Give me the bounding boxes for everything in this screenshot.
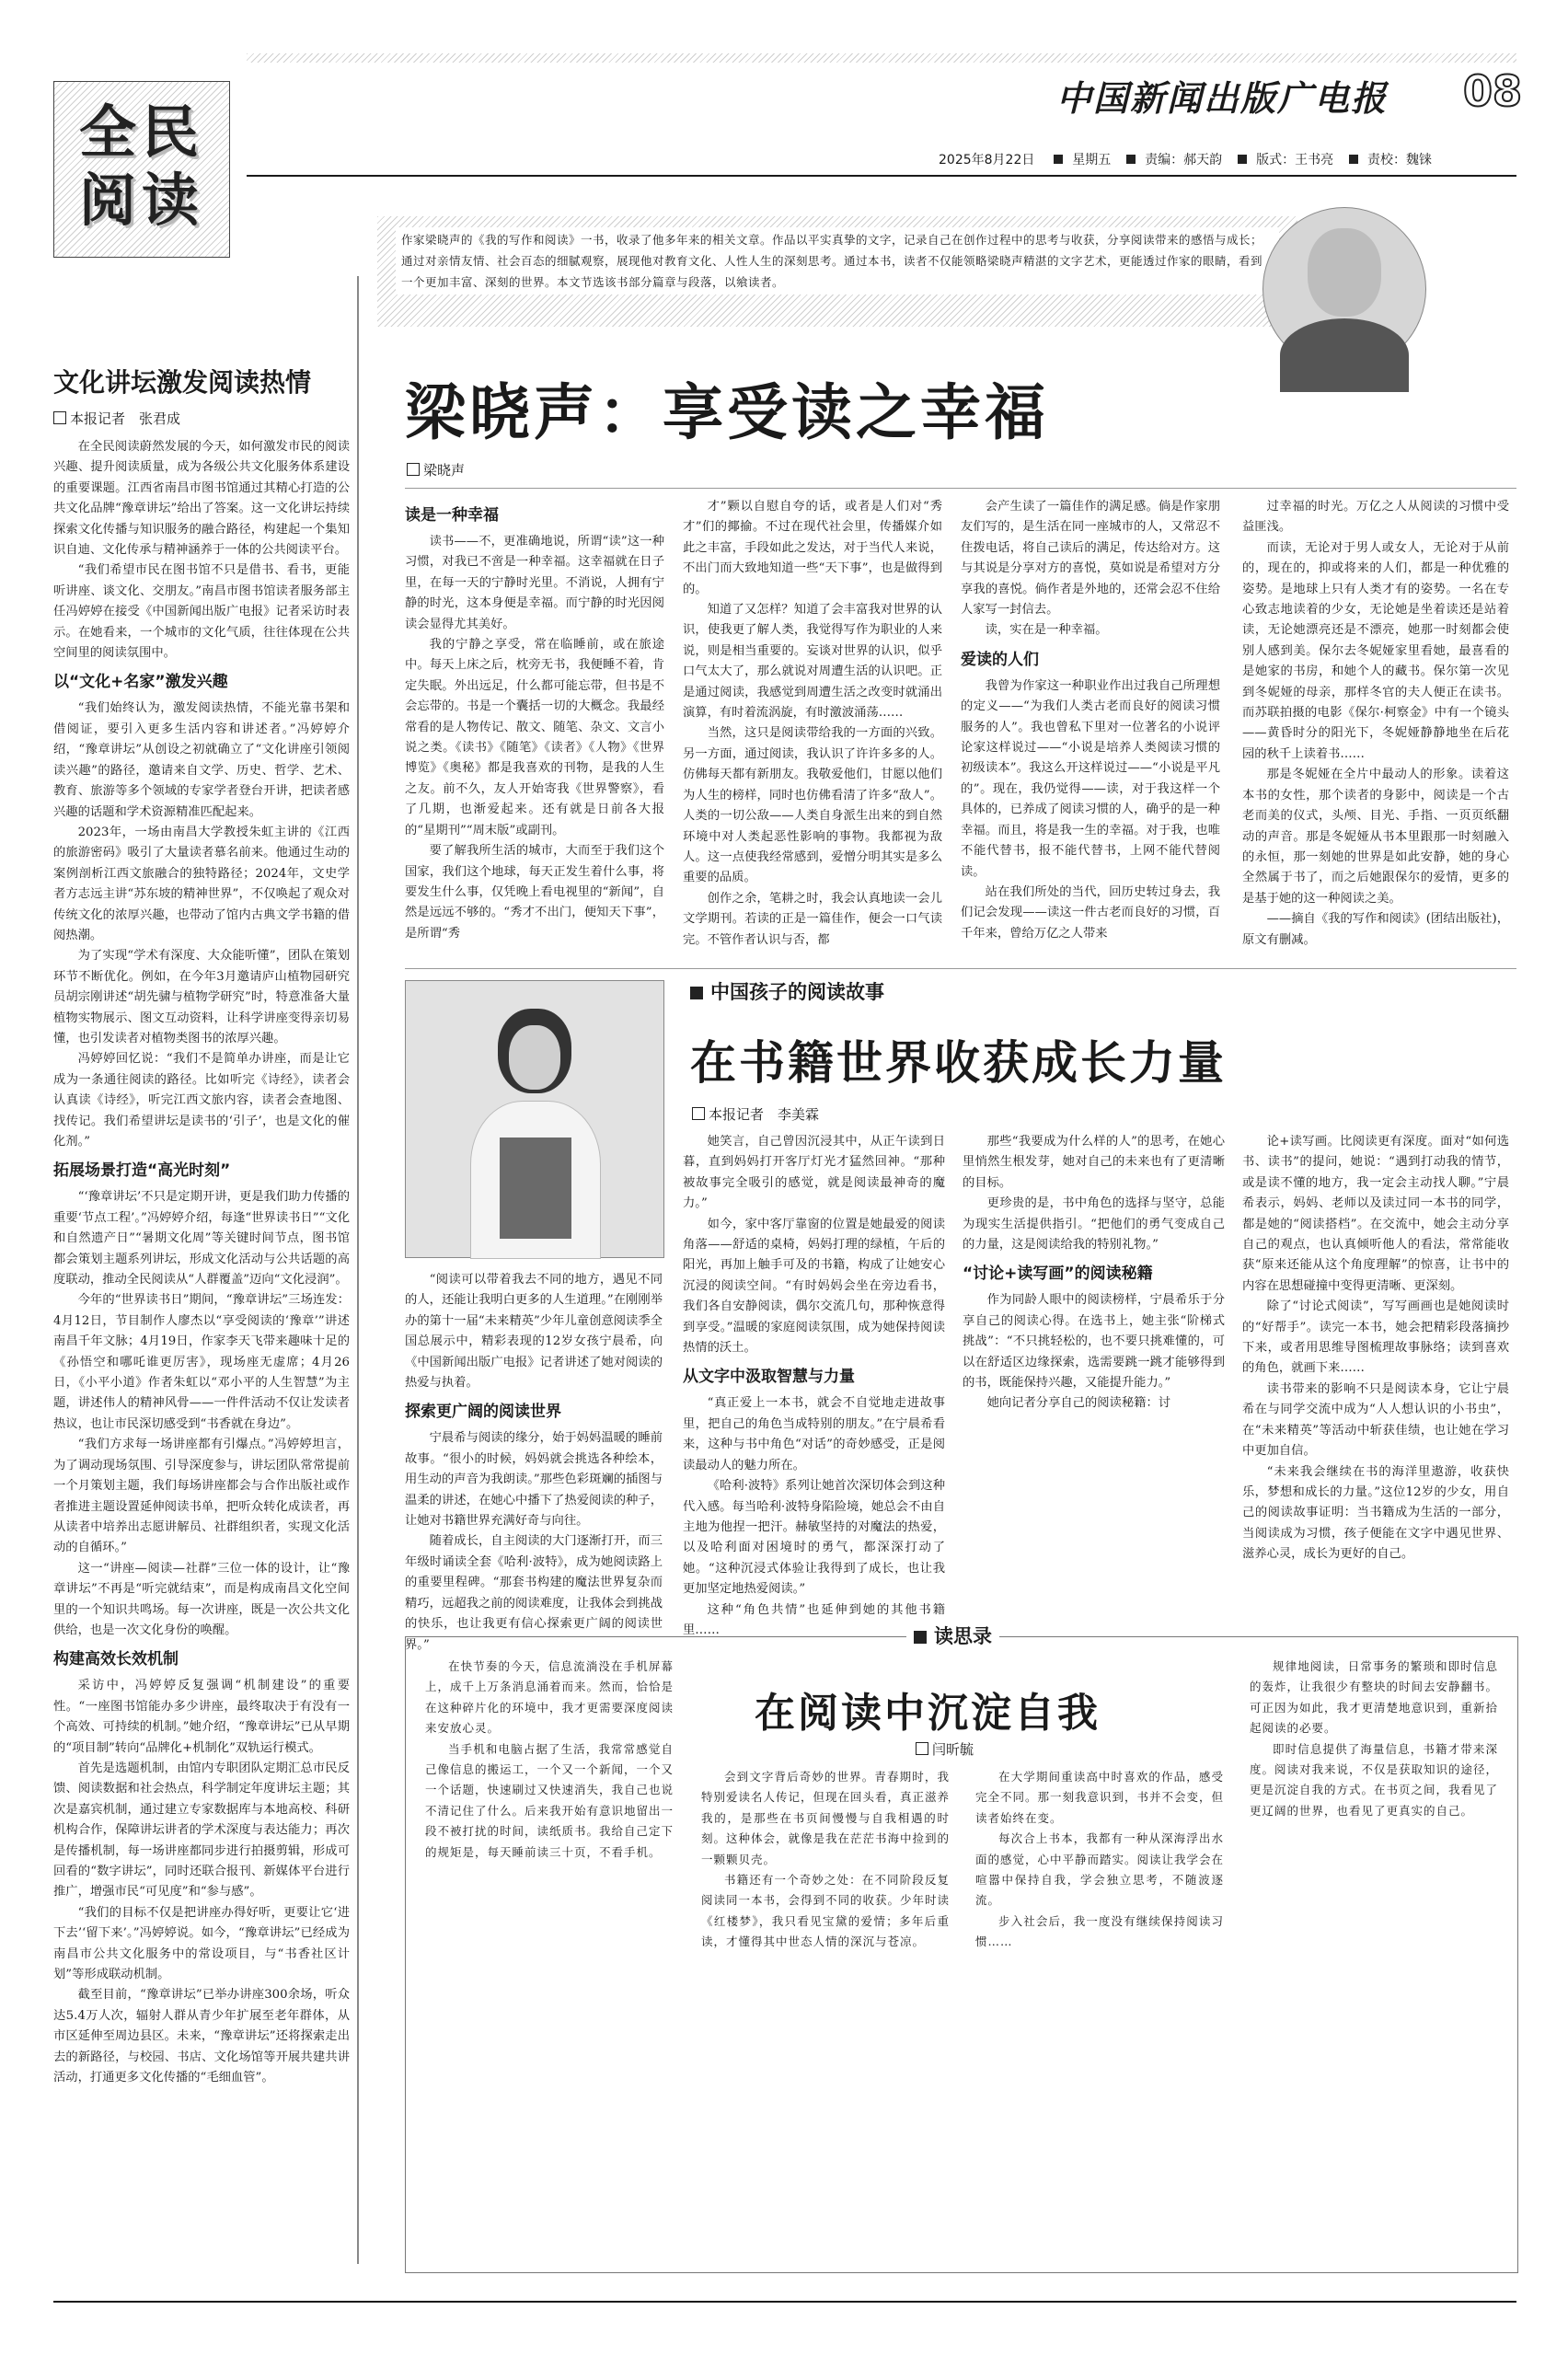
date: 2025年8月22日 <box>939 153 1035 167</box>
proofreader: 责校：魏铼 <box>1366 153 1432 167</box>
deck-text: 作家梁晓声的《我的写作和阅读》一书，收录了他多年来的相关文章。作品以平实真挚的文字，记录自己在创作过程中的思考与收获，分享阅读带来的感悟与成长；通过对亲情友情、社会百态的细腻观察，展现他对教育文化、人性人生的深刻思考。通过本书，读者不仅能领略梁晓声精湛的文字艺术，更能透过作家的眼睛，看到一个更加丰富、深刻的世界。本文节选该书部分篇章与段落，以飨读者。 <box>396 227 1279 294</box>
paragraph: 论+读写画。比阅读更有深度。面对“如何选书、读书”的提问，她说：“遇到打动我的情节，或是读不懂的地方，我一定会主动找人聊。”宁晨希表示，妈妈、老师以及读过同一本书的同学，都是她的“阅读搭档”。在交流中，她会主动分享自己的观点，也认真倾听他人的看法，常常能收获“原来还能从这个角度理解”的惊喜，让书中的内容在思想碰撞中变得更清晰、更深刻。 <box>1242 1135 1509 1293</box>
paragraph: 这一“讲座—阅读—社群”三位一体的设计，让“豫章讲坛”不再是“听完就结束”，而是构成南昌文化空间里的一个知识共鸣场。每一次讲座，既是一次公共文化供给，也是一次文化身份的唤醒。 <box>53 1561 350 1637</box>
subheading: 读是一种幸福 <box>405 506 499 525</box>
left-article <box>53 366 350 2276</box>
paragraph: 在大学期间重读高中时喜欢的作品，感受完全不同。那一刻我意识到，书并不会变，但读者始终在变。 <box>975 1770 1225 1825</box>
paragraph: 过幸福的时光。万亿之人从阅读的习惯中受益匪浅。 <box>1242 500 1509 535</box>
essay-column-tag: 读思录 <box>906 1622 999 1649</box>
girl-column-tag: 中国孩子的阅读故事 <box>690 977 884 1005</box>
paragraph: 这种“角色共情”也延伸到她的其他书籍里…… <box>683 1602 945 1637</box>
section-logo <box>53 81 230 258</box>
main-article-col-1 <box>405 497 664 957</box>
masthead: 中国新闻出版广电报 <box>1056 77 1389 119</box>
designer: 版式：王书亮 <box>1256 153 1334 167</box>
weekday: 星期五 <box>1072 153 1112 167</box>
left-article-body <box>53 437 350 2088</box>
paragraph: 创作之余，笔耕之时，我会认真地读一会儿文学期刊。若读的正是一篇佳作，便会一口气读完。不管作者认识与否，都 <box>683 891 942 947</box>
paragraph: 那些“我要成为什么样的人”的思考，在她心里悄然生根发芽，她对自己的未来也有了更清晰的目标。 <box>963 1135 1225 1190</box>
subheading: 构建高效长效机制 <box>53 1650 179 1669</box>
paragraph: 《哈利·波特》系列让她首次深切体会到这种代入感。每当哈利·波特身陷险境，她总会不由自主地为他捏一把汗。赫敏坚持的对魔法的热爱，以及哈利面对困境时的勇气，都深深打动了她。“这种沉浸式体验让我得到了成长，也让我更加坚定地热爱阅读。” <box>683 1479 945 1597</box>
deck-box <box>377 216 1297 327</box>
paragraph: 站在我们所处的当代，回历史转过身去，我们记会发现——读这一件古老而良好的习惯，百千年来，曾给万亿之人带来 <box>961 884 1220 941</box>
paragraph: 书籍还有一个奇妙之处：在不同阶段反复阅读同一本书，会得到不同的收获。少年时读《红楼梦》，我只看见宝黛的爱情；多年后重读，才懂得其中世态人情的深沉与苍凉。 <box>701 1873 951 1949</box>
main-article-byline: 梁晓声 <box>407 460 465 479</box>
header-band <box>247 53 1516 63</box>
essay-byline: 闫昕毓 <box>916 1739 974 1759</box>
subheading: 以“文化+名家”激发兴趣 <box>53 673 228 692</box>
main-article-col-3 <box>961 497 1220 957</box>
date-line <box>939 150 1432 168</box>
paragraph: 如今，家中客厅靠窗的位置是她最爱的阅读角落——舒适的桌椅，妈妈打理的绿植，午后的阳光，再加上触手可及的书籍，构成了让她安心沉浸的阅读空间。“有时妈妈会坐在旁边看书，我们各自安静阅读，偶尔交流几句，那种恢意得到享受。”温暖的家庭阅读氛围，成为她保持阅读热情的沃土。 <box>683 1217 945 1356</box>
girl-article-col-1 <box>683 1132 945 1637</box>
girl-article-col-0 <box>405 1270 663 1652</box>
main-article-title: 梁晓声：享受读之幸福 <box>405 376 1049 448</box>
essay-col-4 <box>1250 1657 1498 2255</box>
girl-article-byline: 本报记者 李美霖 <box>692 1104 819 1124</box>
paragraph: 在快节奏的今天，信息流淌没在手机屏幕上，成千上万条消息涌着而来。然而，恰恰是在这种碎片化的环境中，我才更需要深度阅读来安放心灵。 <box>425 1659 674 1736</box>
book-prop <box>500 1138 571 1239</box>
paragraph: “我们希望市民在图书馆不只是借书、看书，更能听讲座、谈文化、交朋友。”南昌市图书馆读者服务部主任冯婷婷在接受《中国新闻出版广电报》记者采访时表示。在她看来，一个城市的文化气质，往往体现在公共空间里的阅读氛围中。 <box>53 563 350 661</box>
page-number: 08 <box>1463 66 1523 116</box>
paragraph: 才”颗以自慰自夸的话，或者是人们对“秀才”们的揶揄。不过在现代社会里，传播媒介如此之丰富，手段如此之发达，对于当代人来说，不出门而大致地知道一些“天下事”，也是做得到的。 <box>683 500 942 596</box>
girl-article-col-2 <box>963 1132 1225 1615</box>
paragraph: “我们始终认为，激发阅读热情，不能光靠书架和借阅证，要引入更多生活内容和讲述者。”冯婷婷介绍，“豫章讲坛”从创设之初就确立了“文化讲座引领阅读兴趣”的路径，邀请来自文学、历史、哲学、艺术、教育、旅游等多个领域的专家学者登台开讲，把读者感兴趣的话题和学术资源精准匹配起来。 <box>53 701 350 819</box>
paragraph: 今年的“世界读书日”期间，“豫章讲坛”三场连发：4月12日，节目制作人廖杰以“享受阅读的‘豫章’”讲述南昌千年文脉；4月19日，作家李天飞带来趣味十足的《孙悟空和哪吒谁更厉害》，现场座无虚席；4月26日，《小平小道》作者朱虹以“邓小平的人生智慧”为主题，讲述伟人的精神风骨——一件件活动不仅让发读者热议，也让市民深切感受到“书香就在身边”。 <box>53 1293 350 1431</box>
paragraph: “真正爱上一本书，就会不自觉地走进故事里，把自己的角色当成特别的朋友。”在宁晨希看来，这种与书中角色“对话”的奇妙感受，正是阅读最动人的魅力所在。 <box>683 1396 945 1472</box>
essay-col-1 <box>425 1657 674 2255</box>
paragraph: 我曾为作家这一种职业作出过我自己所理想的定义——“为我们人类古老而良好的阅读习惯服务的人”。我也曾私下里对一位著名的小说评论家这样说过——“小说是培养人类阅读习惯的初级读本”。我这么开这样说过——“小说是平凡的”。现在，我仍觉得——读，对于我这样一个具体的，已养成了阅读习惯的人，确乎的是一种幸福。而且，将是我一生的幸福。对于我，也唯不能代替书，报不能代替书，上网不能代替阅读。 <box>961 678 1220 879</box>
paragraph: 规律地阅读，日常事务的繁琐和即时信息的轰炸，让我很少有整块的时间去安静翻书。可正因为如此，我才更清楚地意识到，重新拾起阅读的必要。 <box>1250 1659 1499 1736</box>
paragraph: 会到文字背后奇妙的世界。青春期时，我特别爱读名人传记，但现在回头看，真正滋养我的，是那些在书页间慢慢与自我相遇的时刻。这种体会，就像是我在茫茫书海中捡到的一颗颗贝壳。 <box>701 1770 951 1866</box>
paragraph: 采访中，冯婷婷反复强调“机制建设”的重要性。“一座图书馆能办多少讲座，最终取决于有没有一个高效、可持续的机制。”她介绍，“豫章讲坛”已从早期的“项目制”转向“品牌化+机制化”双轨运行模式。 <box>53 1679 350 1755</box>
paragraph: 而读，无论对于男人或女人，无论对于从前的，现在的，抑或将来的人们，都是一种优雅的姿势。是地球上只有人类才有的姿势。一名在专心致志地读着的少女，无论她是坐着读还是站着读，无论她漂亮还是不漂亮，她那一时刻都会使别人感到美。保尔去冬妮娅家里看她，最喜看的是她家的书房，和她个人的藏书。保尔第一次见到冬妮娅的母亲，那样冬官的夫人便正在读书。而苏联拍摄的电影《保尔·柯察金》中有一个镜头——黄昏时分的阳光下，冬妮娅静静地坐在后花园的秋千上读着书…… <box>1242 540 1509 761</box>
paragraph: 要了解我所生活的城市，大而至于我们这个国家，我们这个地球，每天正发生着什么事，将要发生什么事，仅凭晚上看电视里的“新闻”，自然是远远不够的。“秀才不出门，便知天下事”，是所谓“秀 <box>405 844 664 941</box>
paragraph: 宁晨希与阅读的缘分，始于妈妈温暖的睡前故事。“很小的时候，妈妈就会挑选各种绘本，用生动的声音为我朗读。”那些色彩斑斓的插图与温柔的讲述，在她心中播下了热爱阅读的种子，让她对书籍世界充满好奇与向往。 <box>405 1431 663 1529</box>
paragraph: “未来我会继续在书的海洋里遨游，收获快乐，梦想和成长的力量。”这位12岁的少女，用自己的阅读故事证明：当书籍成为生活的一部分，当阅读成为习惯，孩子便能在文字中遇见世界、滋养心灵，成长为更好的自己。 <box>1242 1464 1509 1562</box>
paragraph: 2023年，一场由南昌大学教授朱虹主讲的《江西的旅游密码》吸引了大量读者慕名前来。他通过生动的案例剖析江西文旅融合的独特路径；2024年，文史学者方志远主讲“苏东坡的精神世界”，不仅唤起了观众对传统文化的浓厚兴趣，也带动了馆内古典文学书籍的借阅热潮。 <box>53 825 350 942</box>
paragraph: 作为同龄人眼中的阅读榜样，宁晨希乐于分享自己的阅读心得。在选书上，她主张“阶梯式挑战”：“不只挑轻松的，也不要只挑难懂的，可以在舒适区边缘探索，选需要跳一跳才能够得到的书，既能保持兴趣，又能提升能力。” <box>963 1293 1225 1391</box>
paragraph: 即时信息提供了海量信息，书籍才带来深度。阅读对我来说，不仅是获取知识的途径，更是沉淀自我的方式。在书页之间，我看见了更辽阔的世界，也看见了更真实的自己。 <box>1250 1741 1499 1818</box>
paragraph: 为了实现“学术有深度、大众能听懂”，团队在策划环节不断优化。例如，在今年3月邀请庐山植物园研究员胡宗刚讲述“胡先骕与植物学研究”时，特意准备大量植物实物展示、图文互动资料，让科学讲座变得亲切易懂，也引发读者对植物类图书的浓厚兴趣。 <box>53 949 350 1045</box>
paragraph: ——摘自《我的写作和阅读》(团结出版社)，原文有删减。 <box>1242 912 1509 947</box>
paragraph: 读书——不，更准确地说，所谓“读”这一种习惯，对我已不啻是一种幸福。这幸福就在日子里，在每一天的宁静时光里。不消说，人拥有宁静的时光，这本身便是幸福。而宁静的时光因阅读会显得尤其美好。 <box>405 535 664 631</box>
left-article-byline: 本报记者 张君成 <box>53 409 350 428</box>
paragraph: 每次合上书本，我都有一种从深海浮出水面的感觉，心中平静而踏实。阅读让我学会在喧嚣中保持自我，学会独立思考，不随波逐流。 <box>975 1831 1225 1908</box>
section-logo-text: 全民阅读 <box>78 98 204 234</box>
girl-article-title: 在书籍世界收获成长力量 <box>690 1035 1227 1090</box>
paragraph: 那是冬妮娅在全片中最动人的形象。读着这本书的女性，那个读者的身影中，阅读是一个古老而美的仪式，头颅、目光、手指、一页页纸翻动的声音。那是冬妮娅从书本里跟那一时刻融入的永恒，那一刻她的世界是如此安静，她的身心全然属于书了，而之后她跟保尔的爱情，更多的是基于她的这一种阅读之美。 <box>1242 768 1509 906</box>
paragraph: 冯婷婷回忆说：“我们不是简单办讲座，而是让它成为一条通往阅读的路径。比如听完《诗经》，读者会认真读《诗经》，听完江西文旅内容，读者会查地图、找传记。我们希望讲坛是读书的‘引子’，也是文化的催化剂。” <box>53 1052 350 1149</box>
main-article-col-2 <box>683 497 942 957</box>
paragraph: 读书带来的影响不只是阅读本身，它让宁晨希在与同学交流中成为“人人想认识的小书虫”，在“未来精英”等活动中斩获佳绩，也让她在学习中更加自信。 <box>1242 1381 1509 1459</box>
subheading: 探索更广阔的阅读世界 <box>405 1403 561 1422</box>
paragraph: 她向记者分享自己的阅读秘籍：讨 <box>986 1396 1171 1411</box>
editor: 责编：郝天韵 <box>1145 153 1223 167</box>
paragraph: 在全民阅读蔚然发展的今天，如何激发市民的阅读兴趣、提升阅读质量，成为各级公共文化服务体系建设的重要课题。江西省南昌市图书馆通过其精心打造的公共文化品牌“豫章讲坛”给出了答案。这一文化讲坛持续探索文化传播与知识服务的融合路径，构建起一个集知识自迪、文化传承与精神涵养于一体的公共阅读平台。 <box>53 440 350 558</box>
paragraph: 读，实在是一种幸福。 <box>985 623 1108 638</box>
paragraph: 除了“讨论式阅读”，写写画画也是她阅读时的“好帮手”。读完一本书，她会把精彩段落摘抄下来，或者用思维导图梳理故事脉络；读到喜欢的角色，就画下来…… <box>1242 1299 1509 1376</box>
paragraph: 随着成长，自主阅读的大门逐渐打开，而三年级时诵读全套《哈利·波特》，成为她阅读路上的重要里程碑。“那套书构建的魔法世界复杂而精巧，远超我之前的阅读难度，让我体会到挑战的快乐，也让我更有信心探索更广阔的阅读世界。” <box>405 1534 663 1652</box>
main-article-col-4 <box>1242 497 1509 966</box>
paragraph: 首先是选题机制，由馆内专职团队定期汇总市民反馈、阅读数据和社会热点，科学制定年度讲坛主题；其次是嘉宾机制，通过建立专家数据库与本地高校、科研机构合作，保障讲坛讲者的学术深度与表达能力；再次是传播机制，每一场讲座都同步进行拍摄剪辑，形成可回看的“数字讲坛”，同时还联合报刊、新媒体平台进行推广，增强市民“可见度”和“参与感”。 <box>53 1761 350 1900</box>
paragraph: “阅读可以带着我去不同的地方，遇见不同的人，还能让我明白更多的人生道理。”在刚刚举办的第十一届“未来精英”少年儿童创意阅读季全国总展示中，精彩表现的12岁女孩宁晨希，向《中国新闻出版广电报》记者讲述了她对阅读的热爱与执着。 <box>405 1273 663 1391</box>
subheading: 爱读的人们 <box>961 650 1039 669</box>
girl-article-col-3 <box>1242 1132 1509 1615</box>
essay-title: 在阅读中沉淀自我 <box>755 1690 1101 1737</box>
subheading: 拓展场景打造“高光时刻” <box>53 1161 231 1181</box>
girl-photo <box>405 980 664 1258</box>
essay-col-2 <box>701 1767 950 2255</box>
paragraph: “我们的目标不仅是把讲座办得好听，更要让它‘进下去’‘留下来’。”冯婷婷说。如今，“豫章讲坛”已经成为南昌市公共文化服务中的常设项目，与“书香社区计划”等形成联动机制。 <box>53 1905 350 1982</box>
essay-col-3 <box>975 1767 1224 2255</box>
paragraph: “‘豫章讲坛’不只是定期开讲，更是我们助力传播的重要‘节点工程’。”冯婷婷介绍，每逢“世界读书日”“文化和自然遗产日”“暑期文化周”等关键时间节点，图书馆都会策划主题系列讲坛，形成文化活动与公共话题的高度联动，推动全民阅读从“人群覆盖”迈向“文化浸润”。 <box>53 1190 350 1288</box>
paragraph: 她笑言，自己曾因沉浸其中，从正午读到日暮，直到妈妈打开客厅灯光才猛然回神。“那种被故事完全吸引的感觉，就是阅读最神奇的魔力。” <box>683 1135 945 1211</box>
paragraph: 当然，这只是阅读带给我的一方面的兴致。另一方面，通过阅读，我认识了许许多多的人。仿佛每天都有新朋友。我敬爱他们，甘愿以他们为人生的榜样，同时也仿佛看清了许多“敌人”。人类的一切公敌——人类自身派生出来的到自然环境中对人类起恶性影响的事物。我都视为敌人。这一点使我经常感到，爱憎分明其实是多么重要的品质。 <box>683 726 942 885</box>
paragraph: 知道了又怎样？知道了会丰富我对世界的认识，使我更了解人类，我觉得写作为职业的人来说，则是相当重要的。妄谈对世界的认识，似乎口气太大了，那么就说对周遭生活的认识吧。正是通过阅读，我感觉到周遭生活之改变时就涌出演算，有时着流涡旋，有时激波涌荡…… <box>683 603 942 721</box>
paragraph: 我的宁静之享受，常在临睡前，或在旅途中。每天上床之后，枕旁无书，我便睡不着，肯定失眠。外出远足，什么都可能忘带，但书是不会忘带的。书是一个囊括一切的大概念。我最经常看的是人物传记、散文、随笔、杂文、文言小说之类。《读书》《随笔》《读者》《人物》《世界博览》《奥秘》都是我喜欢的刊物，是我的人生之友。前不久，友人开始寄我《世界警察》，看了几期，也渐爱起来。还有就是日前各大报的“星期刊”“周末版”或副刊。 <box>405 638 664 837</box>
subheading: 从文字中汲取智慧与力量 <box>683 1368 855 1387</box>
left-article-title: 文化讲坛激发阅读热情 <box>53 367 312 398</box>
author-photo <box>1262 207 1426 371</box>
paragraph: 会产生读了一篇佳作的满足感。倘是作家朋友们写的，是生活在同一座城市的人，又常忍不住拨电话，将自己读后的满足，传达给对方。这与其说是分享对方的喜悦，莫如说是希望对方分享我的喜悦。倘作者是外地的，还常会忍不住给人家写一封信去。 <box>961 500 1220 618</box>
paragraph: 步入社会后，我一度没有继续保持阅读习惯…… <box>975 1913 1224 1949</box>
paragraph: 更珍贵的是，书中角色的选择与坚守，总能为现实生活提供指引。“把他们的勇气变成自己的力量，这是阅读给我的特别礼物。” <box>963 1196 1225 1253</box>
paragraph: “我们方求每一场讲座都有引爆点。”冯婷婷坦言，为了调动现场氛围、引导深度参与，讲坛团队常常提前一个月策划主题，我们每场讲座都会与合作出版社或作者推进主题设置延伸阅读书单，把听众转化成读者，再从读者中培养出志愿讲解员、社群组织者，实现文化活动的自循环。” <box>53 1438 350 1555</box>
paragraph: 当手机和电脑占据了生活，我常常感觉自己像信息的搬运工，一个又一个新闻，一个又一个话题，快速刷过又快速消失，我自己也说不清记住了什么。后来我开始有意识地留出一段不被打扰的时间，读纸质书。我给自己定下的规矩是，每天睡前读三十页，不看手机。 <box>425 1741 674 1859</box>
paragraph: 截至目前，“豫章讲坛”已举办讲座300余场，听众达5.4万人次，辐射人群从青少年扩展至老年群体，从市区延伸至周边县区。未来，“豫章讲坛”还将探索走出去的新路径，与校园、书店、文化场馆等开展共建共讲活动，打通更多文化传播的“毛细血管”。 <box>53 1988 350 2085</box>
subheading: “讨论+读写画”的阅读秘籍 <box>963 1265 1153 1284</box>
